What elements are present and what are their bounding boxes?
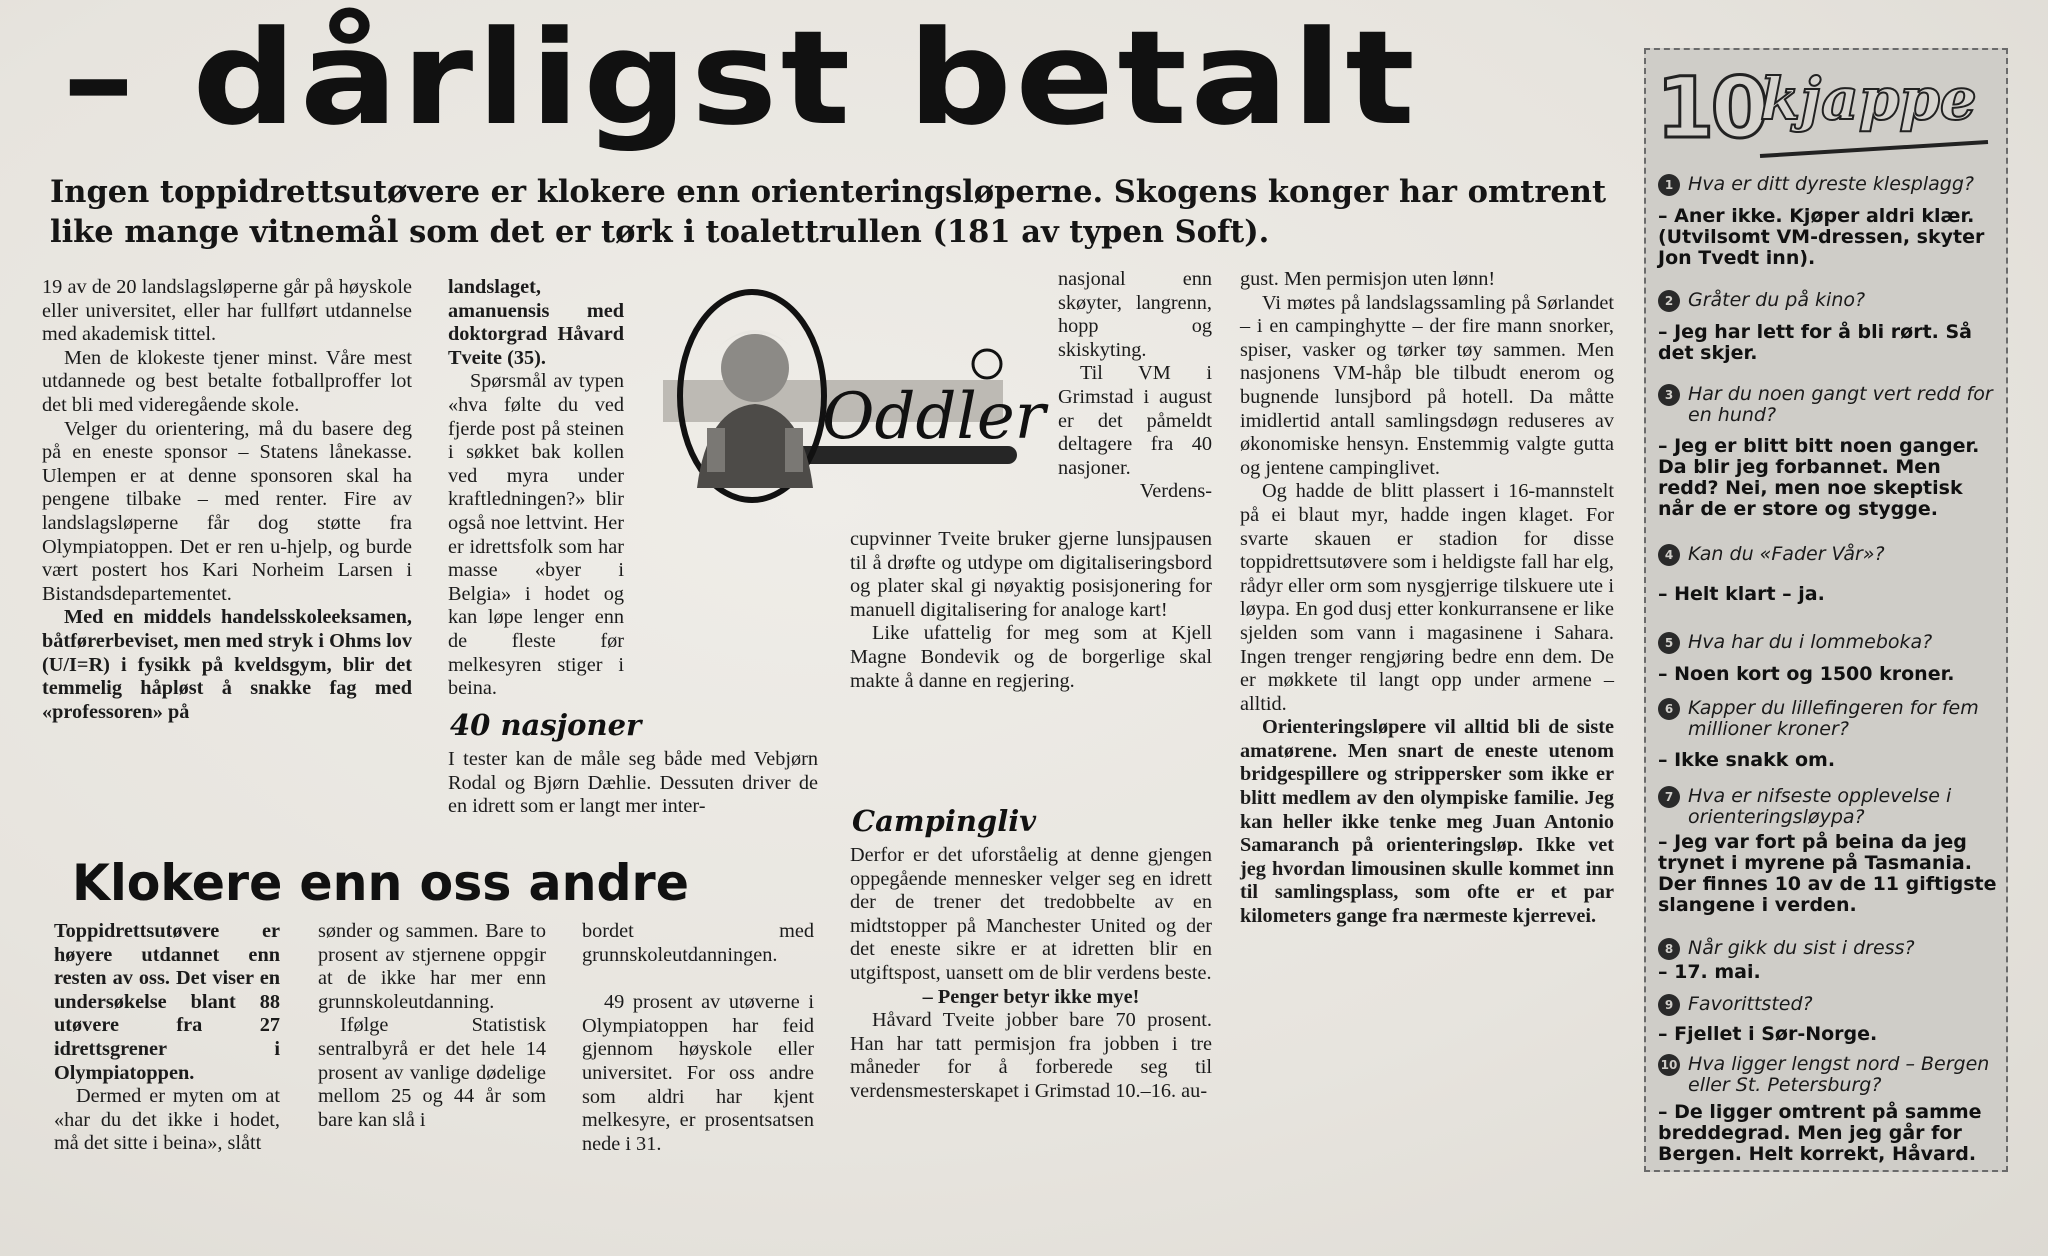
answer: – Ikke snakk om. bbox=[1658, 749, 1836, 771]
box-title-number: 10 bbox=[1656, 59, 1765, 157]
question-number: 9 bbox=[1658, 994, 1680, 1016]
subhead-campingliv: Campingliv bbox=[852, 804, 1037, 838]
paragraph: gust. Men permisjon uten lønn! bbox=[1240, 268, 1496, 290]
paragraph: 49 prosent av utøverne i Olympiatoppen har feid gjennom høyskole eller universitet. For oss andre som aldri har kjent melkesyre, er prosentsatsen nede i 31. bbox=[582, 991, 814, 1155]
paragraph: Orienteringsløpere vil alltid bli de siste amatørene. Men snart de eneste utenom bridgespillere og strippersker som ikke er blitt medlem av den olympiske familie. Jeg kan heller ikke tenke meg Juan Antonio Samaranch på orienteringsløp. Ikke vet jeg hvordan limousinen skulle kommet inn til samlingsplass, som ofte er et par kilometers gange fra nærmeste kjerrevei. bbox=[1240, 716, 1614, 928]
author-photo bbox=[657, 288, 1046, 524]
question-number: 2 bbox=[1658, 290, 1680, 312]
question-number: 6 bbox=[1658, 698, 1680, 720]
paragraph: Men de klokeste tjener minst. Våre mest utdannede og best betalte fotballproffer lot det bli med videregående skole. bbox=[42, 346, 412, 416]
article-column-3 bbox=[1058, 268, 1212, 504]
article-column-4 bbox=[1240, 268, 1614, 929]
question: Gråter du på kino? bbox=[1688, 289, 1866, 311]
paragraph: Vi møtes på landslagssamling på Sørlandet – i en campinghytte – der fire mann snorker, spiser, vasker og tørker tøy sammen. Men nasjonens VM-håp ble tilbudt enerom og bugnende lunsjbord på hotell. Da måtte imidlertid antall samlingsdøgn reduseres av økonomiske hensyn. Enstemmig valgte gutta og jentene campinglivet. bbox=[1240, 291, 1614, 479]
question: Kapper du lillefingeren for fem millioner kroner? bbox=[1688, 697, 1979, 740]
question-number: 8 bbox=[1658, 938, 1680, 960]
qa-item bbox=[1658, 384, 2002, 520]
signature-text: Oddler bbox=[822, 380, 1046, 454]
ten-quick-questions-box bbox=[1644, 48, 2008, 1172]
paragraph: cupvinner Tveite bruker gjerne lunsjpausen til å drøfte og utdype om digitaliseringsbord og plater skal gi nøyaktig posisjonering for manuell digitalisering for analoge kart! bbox=[850, 528, 1212, 621]
paragraph: Like ufattelig for meg som at Kjell Magne Bondevik og de borgerlige skal makte å danne en regjering. bbox=[850, 622, 1212, 692]
paragraph: Verdens- bbox=[1139, 480, 1212, 503]
paragraph: Velger du orientering, må du basere deg på en eneste sponsor – Statens lånekasse. Ulempen er at denne sponsoren skal ha pengene tilbake – med renter. Fire av landslagsløperne får dog støtte fra Olympiatoppen. Det er ren u-hjelp, og burde vært postert hos Kari Norheim Larsen i Bistandsdepartementet. bbox=[42, 417, 412, 605]
paragraph: Toppidrettsutøvere er høyere utdannet enn resten av oss. Det viser en undersøkelse blant 88 utøvere fra 27 idrettsgrener i Olympiatoppen. bbox=[54, 920, 280, 1084]
question: Hva ligger lengst nord – Bergen eller St. Petersburg? bbox=[1688, 1053, 1990, 1096]
paragraph: Med en middels handelsskoleeksamen, båtførerbeviset, men med stryk i Ohms lov (U/I=R) i fysikk på kveldsgym, blir det temmelig håpløst å snakke fag med «professoren» på bbox=[42, 606, 412, 723]
paragraph: Derfor er det uforståelig at denne gjengen oppegående mennesker velger seg en idrett der de trener det tredobbelte av en midtstopper på Manchester United og der det eneste sikre er at idretten blir en utgiftspost, uansett om de blir verdens beste. bbox=[850, 844, 1212, 984]
article-column-2-cont bbox=[448, 748, 818, 819]
paragraph: Håvard Tveite jobber bare 70 prosent. Han har tatt permisjon fra jobben i tre måneder for å forberede seg til verdensmesterskapet i Grimstad 10.–16. au- bbox=[850, 1009, 1212, 1102]
paragraph: 19 av de 20 landslagsløperne går på høyskole eller universitet, eller har fullført utdannelse med akademisk tittel. bbox=[42, 276, 412, 346]
qa-item bbox=[1658, 544, 2002, 605]
article-column-3-cont bbox=[850, 844, 1212, 1104]
question: Kan du «Fader Vår»? bbox=[1688, 543, 1885, 565]
answer: – Aner ikke. Kjøper aldri klær. (Utvilsomt VM-dressen, skyter Jon Tvedt inn). bbox=[1658, 205, 1985, 269]
paragraph: Til VM i Grimstad i august er det påmeldt deltagere fra 40 nasjoner. bbox=[1058, 362, 1212, 479]
qa-item bbox=[1658, 174, 2002, 269]
question-number: 4 bbox=[1658, 544, 1680, 566]
answer: – Helt klart – ja. bbox=[1658, 583, 1825, 605]
question-number: 10 bbox=[1658, 1054, 1680, 1076]
question: Favorittsted? bbox=[1688, 993, 1813, 1015]
question-number: 5 bbox=[1658, 632, 1680, 654]
paragraph: bordet med grunnskoleutdanningen. bbox=[582, 920, 814, 966]
paragraph: Og hadde de blitt plassert i 16-mannstelt på ei blaut myr, hadde ingen klaget. For svarte skauen er stadion for disse toppidrettsutøvere som i heldigste fall har elg, rådyr eller orm som nysgjerrige tilskuere ute i løypa. En god dusj etter konkurransene er like sjelden som vann i magasinene i Sahara. Ingen trenger rengjøring bedre enn dem. De er møkkete til langt opp under armene – alltid. bbox=[1240, 480, 1614, 715]
paragraph: – Penger betyr ikke mye! bbox=[922, 985, 1140, 1008]
question-number: 1 bbox=[1658, 174, 1680, 196]
qa-item bbox=[1658, 1054, 2002, 1165]
box-subtitle: Klokere enn oss andre bbox=[72, 854, 689, 912]
answer: – Noen kort og 1500 kroner. bbox=[1658, 663, 1955, 685]
question: Når gikk du sist i dress? bbox=[1688, 937, 1915, 959]
question-number: 3 bbox=[1658, 384, 1680, 406]
qa-item bbox=[1658, 994, 2002, 1045]
box-column-1 bbox=[54, 920, 280, 1156]
question: Hva er ditt dyreste klesplagg? bbox=[1688, 173, 1974, 195]
paragraph: Spørsmål av typen «hva følte du ved fjerde post på steinen i søkket bak kollen ved myra under kraftledningen?» blir også noe lettvint. Her er idrettsfolk som har masse «byer i Belgia» i hodet og kan løpe lenger enn de fleste før melkesyren stiger i beina. bbox=[448, 370, 624, 700]
article-column-3-lower bbox=[850, 528, 1212, 693]
author-portrait-image bbox=[657, 288, 1046, 524]
paragraph: landslaget, amanuensis med doktorgrad Håvard Tveite (35). bbox=[448, 276, 624, 369]
answer: – Jeg var fort på beina da jeg trynet i myrene på Tasmania. Der finnes 10 av de 11 giftigste slangene i verden. bbox=[1658, 831, 1997, 916]
answer: – Jeg er blitt bitt noen ganger. Da blir jeg forbannet. Men redd? Nei, men noe skeptisk når de er store og stygge. bbox=[1658, 435, 1980, 520]
lead-paragraph: Ingen toppidrettsutøvere er klokere enn orienteringsløperne. Skogens konger har omtrent like mange vitnemål som det er tørk i toalettrullen (181 av typen Soft). bbox=[50, 174, 1607, 250]
question: Hva har du i lommeboka? bbox=[1688, 631, 1933, 653]
title-underline bbox=[1756, 138, 1992, 160]
answer: – Fjellet i Sør-Norge. bbox=[1658, 1023, 1878, 1045]
qa-item bbox=[1658, 698, 2002, 771]
qa-item bbox=[1658, 632, 2002, 685]
box-title bbox=[1656, 58, 1998, 166]
question: Hva er nifseste opplevelse i orienteringsløypa? bbox=[1688, 785, 1952, 828]
box-title-word: kjappe bbox=[1760, 65, 1977, 133]
answer: – De ligger omtrent på samme breddegrad. Men jeg går for Bergen. Helt korrekt, Håvard. bbox=[1658, 1101, 1982, 1165]
question: Har du noen gangt vert redd for en hund? bbox=[1688, 383, 1993, 426]
paragraph: I tester kan de måle seg både med Vebjørn Rodal og Bjørn Dæhlie. Dessuten driver de en idrett som er langt mer inter- bbox=[448, 748, 818, 818]
box-column-3 bbox=[582, 920, 814, 1156]
article-column-2 bbox=[448, 276, 624, 701]
qa-item bbox=[1658, 786, 2002, 916]
qa-item bbox=[1658, 938, 2002, 983]
article-column-1 bbox=[42, 276, 412, 724]
answer: – 17. mai. bbox=[1658, 961, 1761, 983]
paragraph: nasjonal enn skøyter, langrenn, hopp og skiskyting. bbox=[1058, 268, 1212, 361]
qa-item bbox=[1658, 290, 2002, 364]
paragraph: sønder og sammen. Bare to prosent av stjernene oppgir at de ikke har mer enn grunnskoleutdanning. bbox=[318, 920, 546, 1013]
subhead-40-nasjoner: 40 nasjoner bbox=[450, 708, 642, 742]
box-column-2 bbox=[318, 920, 546, 1132]
paragraph: Dermed er myten om at «har du det ikke i hodet, må det sitte i beina», slått bbox=[54, 1085, 280, 1155]
headline: – dårligst betalt bbox=[62, 2, 1419, 154]
question-number: 7 bbox=[1658, 786, 1680, 808]
answer: – Jeg har lett for å bli rørt. Så det skjer. bbox=[1658, 321, 1972, 364]
paragraph: Ifølge Statistisk sentralbyrå er det hele 14 prosent av vanlige dødelige mellom 25 og 44 år som bare kan slå i bbox=[318, 1014, 546, 1131]
